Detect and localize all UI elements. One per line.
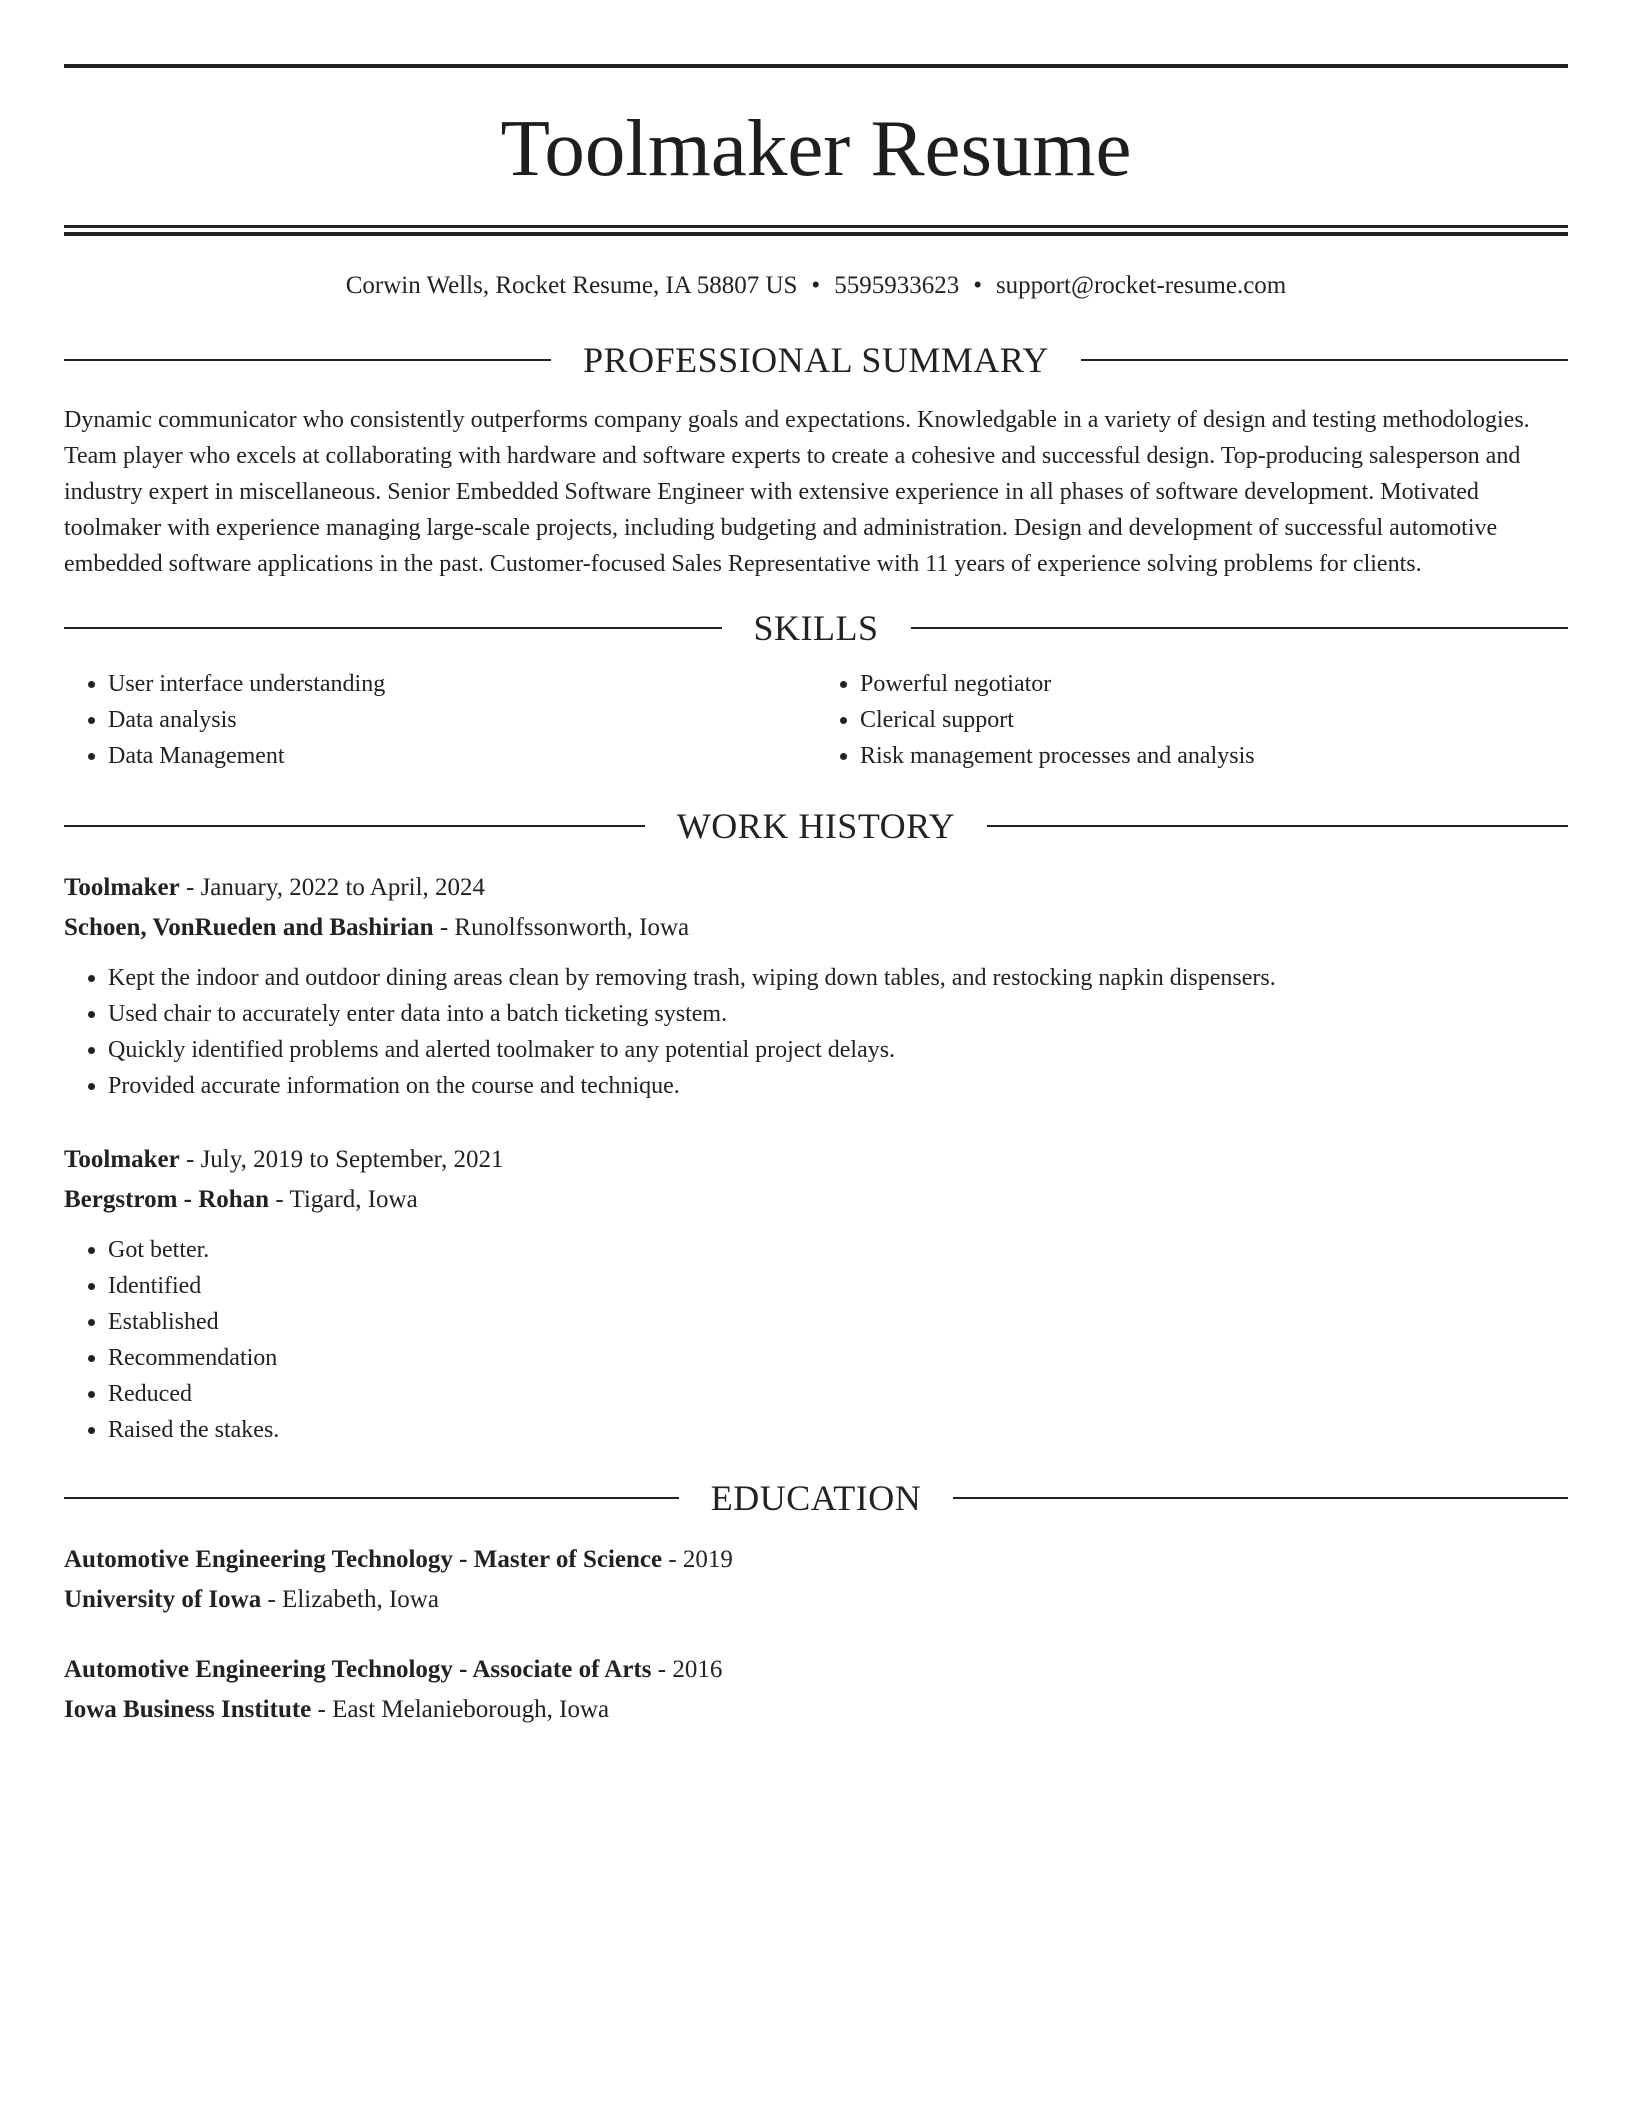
education-location: - Elizabeth, Iowa xyxy=(261,1586,439,1613)
job-location: - Runolfssonworth, Iowa xyxy=(433,914,690,941)
education-school-line xyxy=(64,1580,1568,1620)
summary-heading: PROFESSIONAL SUMMARY xyxy=(583,340,1049,380)
skills-column-left xyxy=(64,666,816,774)
skills-column-right xyxy=(816,666,1568,774)
education-section-heading xyxy=(64,1478,1568,1518)
skills-heading: SKILLS xyxy=(753,608,879,648)
heading-rule xyxy=(987,825,1568,827)
job-company-line xyxy=(64,908,1568,948)
job-bullets xyxy=(64,960,1568,1104)
contact-phone: 5595933623 xyxy=(834,272,960,299)
title-double-rule xyxy=(64,225,1568,236)
job-company-line xyxy=(64,1180,1568,1220)
heading-rule xyxy=(1081,359,1568,361)
skill-item: • Powerful negotiator xyxy=(860,666,1568,702)
education-school: Iowa Business Institute xyxy=(64,1696,312,1723)
job-bullet: • Established xyxy=(108,1304,1568,1340)
job-entry xyxy=(64,868,1568,1104)
skill-item: • Clerical support xyxy=(860,702,1568,738)
education-entry xyxy=(64,1540,1568,1620)
heading-rule xyxy=(64,825,645,827)
job-bullet: • Used chair to accurately enter data into a batch ticketing system. xyxy=(108,996,1568,1032)
job-dates: - January, 2022 to April, 2024 xyxy=(179,874,486,901)
job-company: Bergstrom - Rohan xyxy=(64,1186,270,1213)
job-bullet: • Reduced xyxy=(108,1376,1568,1412)
job-bullet: • Kept the indoor and outdoor dining areas clean by removing trash, wiping down tables, and restocking napkin dispensers. xyxy=(108,960,1568,996)
job-dates: - July, 2019 to September, 2021 xyxy=(179,1146,504,1173)
heading-rule xyxy=(953,1497,1568,1499)
contact-email: support@rocket-resume.com xyxy=(995,272,1287,299)
contact-line xyxy=(64,270,1568,302)
job-bullet: • Identified xyxy=(108,1268,1568,1304)
job-title-line xyxy=(64,868,1568,908)
skills-section-heading xyxy=(64,608,1568,648)
work-section-heading xyxy=(64,806,1568,846)
education-school: University of Iowa xyxy=(64,1586,262,1613)
education-location: - East Melanieborough, Iowa xyxy=(311,1696,610,1723)
job-location: - Tigard, Iowa xyxy=(269,1186,418,1213)
page-title: Toolmaker Resume xyxy=(500,103,1132,193)
summary-section-heading xyxy=(64,340,1568,380)
contact-address: Corwin Wells, Rocket Resume, IA 58807 US xyxy=(345,272,798,299)
contact-separator: • xyxy=(973,272,982,299)
job-bullets xyxy=(64,1232,1568,1448)
job-company: Schoen, VonRueden and Bashirian xyxy=(64,914,434,941)
job-bullet: • Got better. xyxy=(108,1232,1568,1268)
heading-rule xyxy=(911,627,1569,629)
skills-list xyxy=(64,666,1568,774)
skill-item: • Risk management processes and analysis xyxy=(860,738,1568,774)
heading-rule xyxy=(64,627,722,629)
education-school-line xyxy=(64,1690,1568,1730)
job-bullet: • Quickly identified problems and alerted toolmaker to any potential project delays. xyxy=(108,1032,1568,1068)
education-entry xyxy=(64,1650,1568,1730)
job-bullet: • Provided accurate information on the course and technique. xyxy=(108,1068,1568,1104)
skill-item: • Data Management xyxy=(108,738,816,774)
job-bullet: • Recommendation xyxy=(108,1340,1568,1376)
skill-item: • User interface understanding xyxy=(108,666,816,702)
education-degree: Automotive Engineering Technology - Associate of Arts xyxy=(64,1656,652,1683)
contact-separator: • xyxy=(811,272,821,299)
job-title: Toolmaker xyxy=(64,874,180,901)
education-year: - 2019 xyxy=(662,1546,733,1573)
top-rule xyxy=(64,64,1568,68)
skill-item: • Data analysis xyxy=(108,702,816,738)
job-bullet: • Raised the stakes. xyxy=(108,1412,1568,1448)
education-degree-line xyxy=(64,1540,1568,1580)
heading-rule xyxy=(64,359,551,361)
education-year: - 2016 xyxy=(651,1656,723,1683)
job-title-line xyxy=(64,1140,1568,1180)
education-heading: EDUCATION xyxy=(710,1478,922,1518)
work-heading: WORK HISTORY xyxy=(676,806,956,846)
education-degree: Automotive Engineering Technology - Master of Science xyxy=(64,1546,663,1573)
job-entry xyxy=(64,1140,1568,1448)
education-degree-line xyxy=(64,1650,1568,1690)
summary-text: Dynamic communicator who consistently outperforms company goals and expectations. Knowledgable in a variety of design and testing methodologies. Team player who excels at collaborating with hardware and software experts to create a cohesive and successful design. Top-producing salesperson and industry expert in miscellaneous. Senior Embedded Software Engineer with extensive experience in all phases of software development. Motivated toolmaker with experience managing large-scale projects, including budgeting and administration. Design and development of successful automotive embedded software applications in the past. Customer-focused Sales Representative with 11 years of experience solving problems for clients. xyxy=(64,407,1530,577)
job-title: Toolmaker xyxy=(64,1146,180,1173)
heading-rule xyxy=(64,1497,679,1499)
